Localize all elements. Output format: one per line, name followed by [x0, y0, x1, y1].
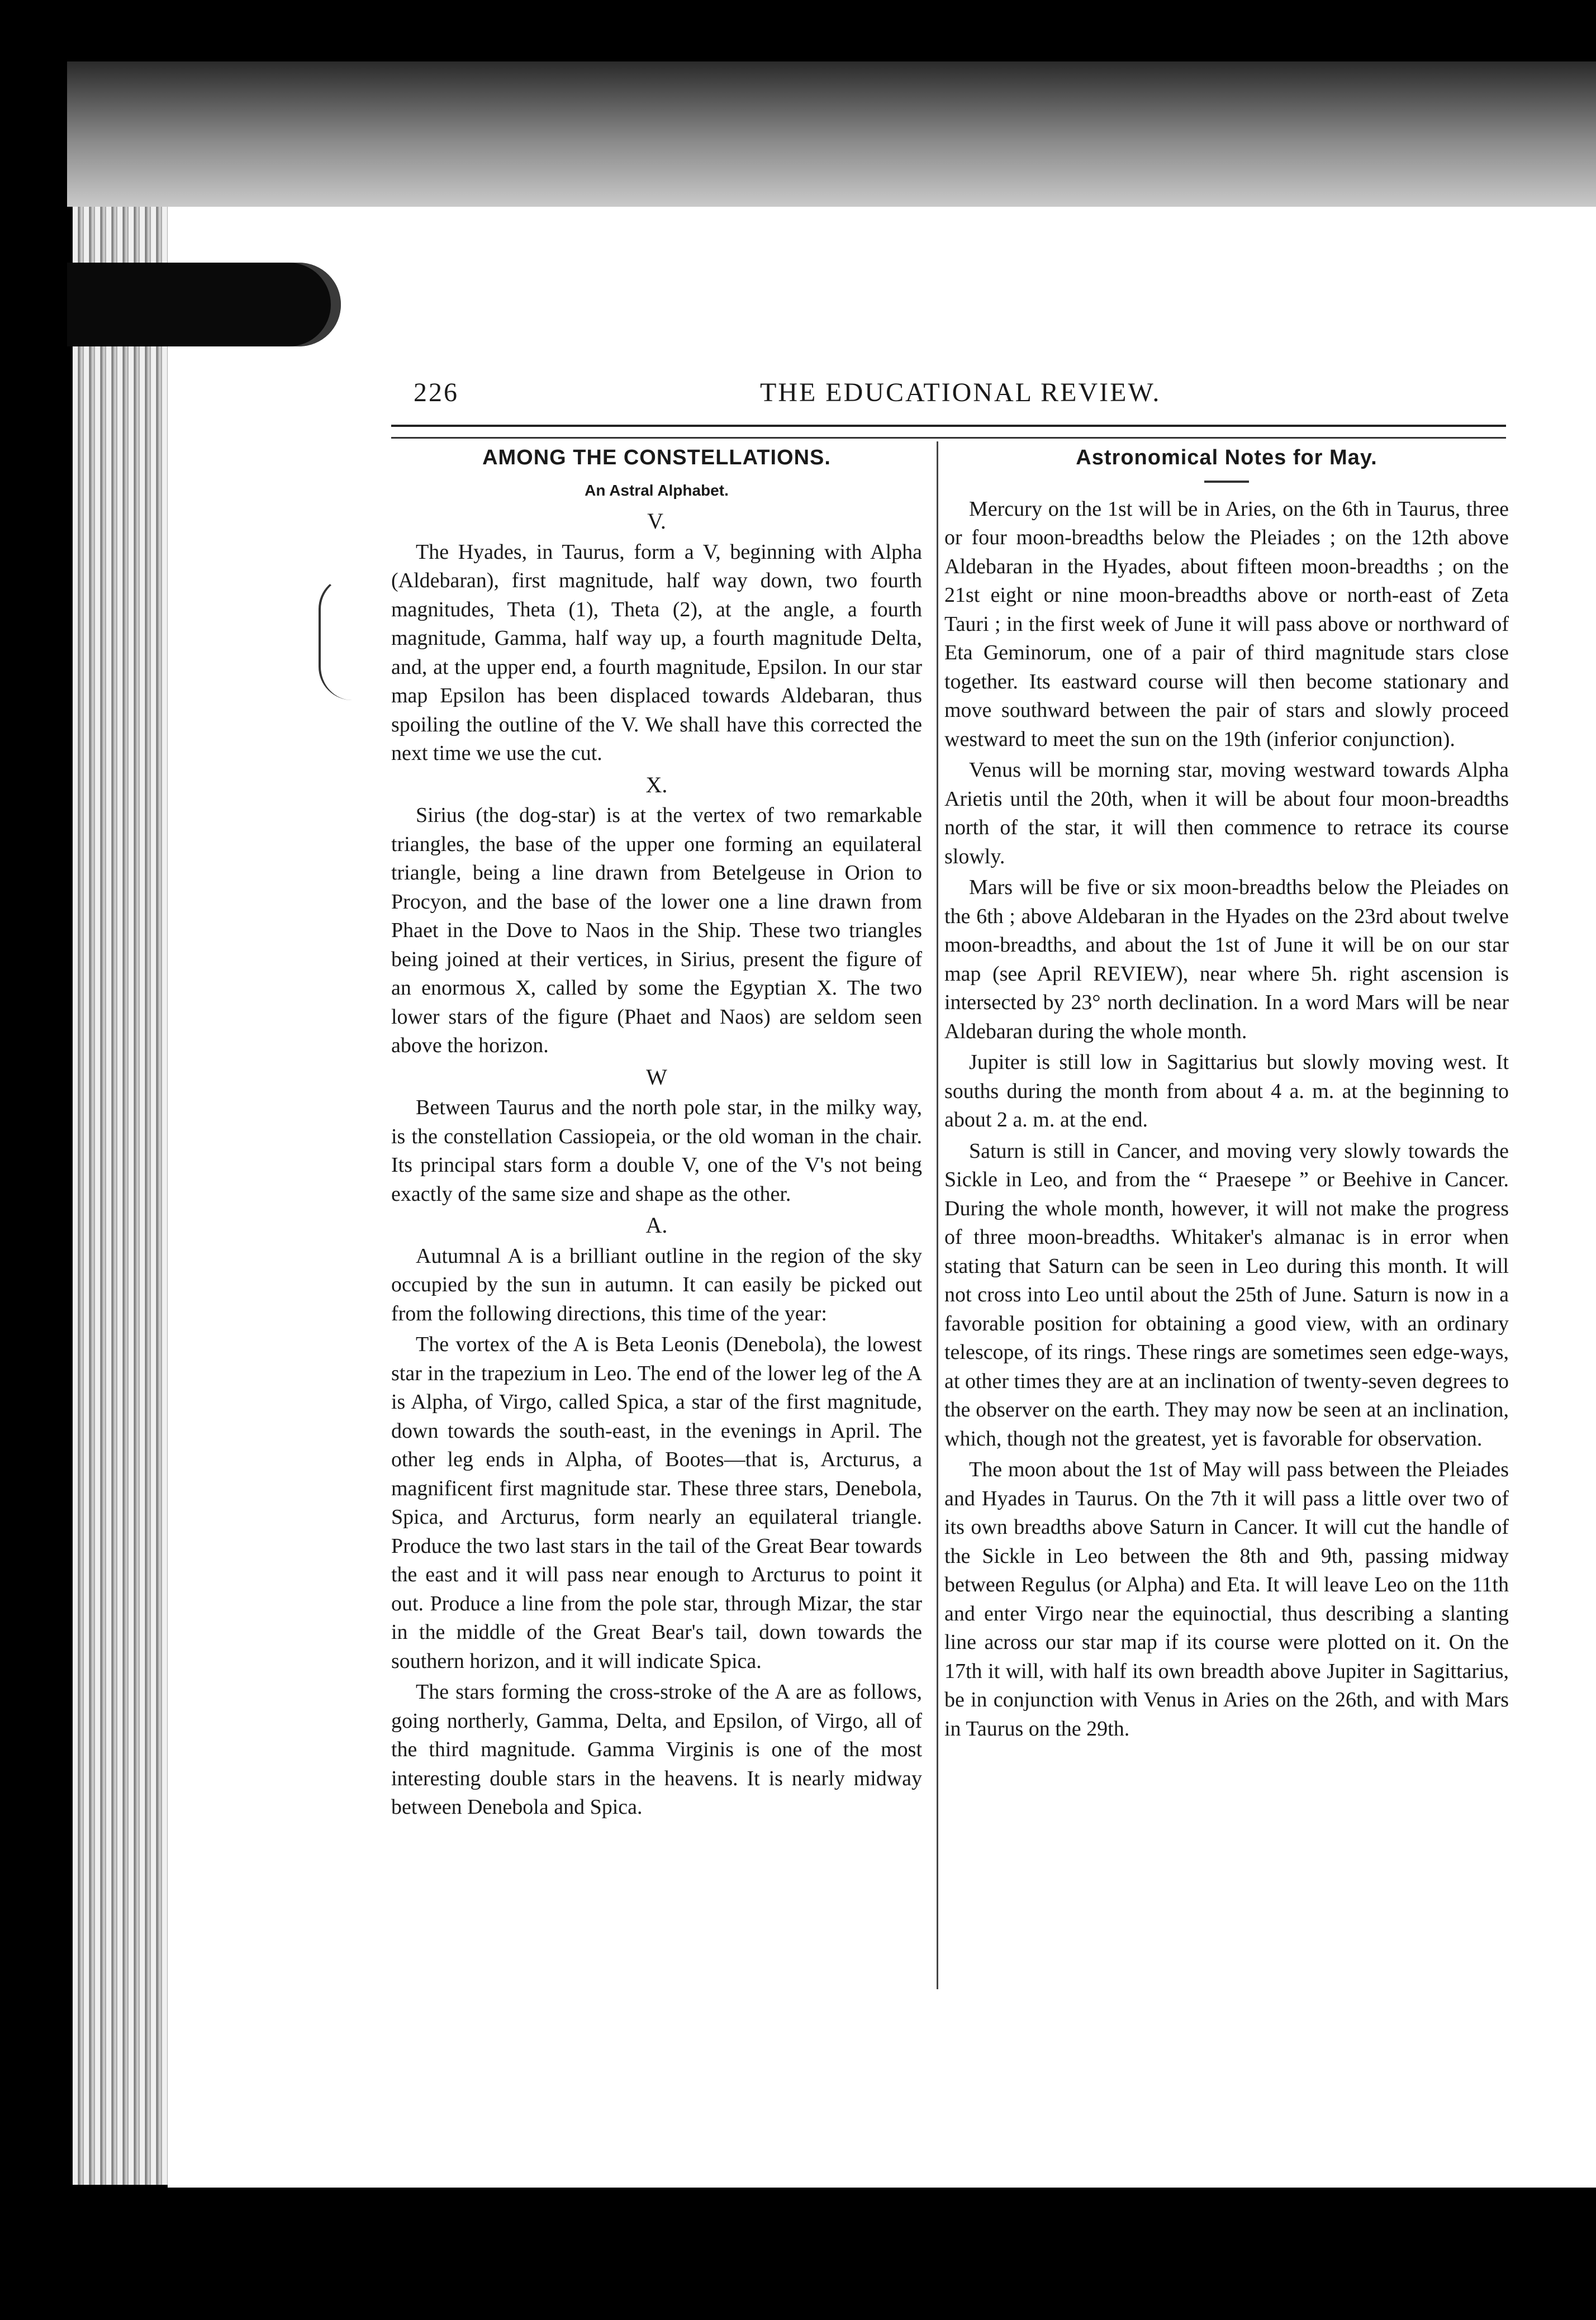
- paragraph: Between Taurus and the north pole star, in the milky way, is the constellation Cassiopeia, or the old woman in the chair. Its principal stars form a double V, one of the V's not being exactly of the same size and shape as the other.: [391, 1096, 922, 1206]
- header-rule: [391, 425, 1506, 439]
- page-number: 226: [414, 378, 459, 407]
- paragraph: The Hyades, in Taurus, form a V, beginning with Alpha (Aldebaran), first magnitude, half way down, two fourth magnitudes, Theta (1), Theta (2), at the angle, a fourth magnitude, Gamma, half way up, a fourth magnitude Delta, and, at the upper end, a fourth magnitude, Epsilon. In our star map Epsilon has been displaced towards Aldebaran, thus spoiling the outline of the V. We shall have this corrected the next time we use the cut.: [391, 540, 922, 765]
- paragraph-mercury: Mercury on the 1st will be in Aries, on the 6th in Taurus, three or four moon-breadths below the Pleiades ; on the 12th above Aldebaran in the Hyades, about fifteen moon-breadths ; on the 21st eight or nine moon-breadths above or north-east of Zeta Tauri ; in the first week of June it will pass above or northward of Eta Geminorum, one of a pair of third magnitude stars close together. Its eastward course will then become stationary and move southward between the pair of stars and slowly proceed westward to meet the sun on the 19th (inferior conjunction).: [944, 497, 1509, 751]
- paragraph: The vortex of the A is Beta Leonis (Denebola), the lowest star in the trapezium in Leo. The end of the lower leg of the A is Alpha, of Virgo, called Spica, a star of the first magnitude, down towards the south-east, in the evenings in April. The other leg ends in Alpha, of Bootes—that is, Arcturus, a magnificent first magnitude star. These three stars, Denebola, Spica, and Arcturus, form nearly an equilateral triangle. Produce the two last stars in the tail of the Great Bear towards the east and it will pass near enough to Arcturus to point it out. Produce a line from the pole star, through Mizar, the star in the middle of the Great Bear's tail, down towards the southern horizon, and it will indicate Spica.: [391, 1333, 922, 1673]
- book-page-edges: [73, 207, 168, 2185]
- section-letter: X.: [645, 772, 668, 797]
- article-heading: AMONG THE CONSTELLATIONS.: [482, 446, 831, 469]
- paragraph-mars: Mars will be five or six moon-breadths below the Pleiades on the 6th ; above Aldebaran in the Hyades on the 23rd about twelve moon-breadths, and about the 1st of June it will be on our star map (see April REVIEW), near where 5h. right ascension is intersected by 23° north declination. In a word Mars will be near Aldebaran during the whole month.: [944, 876, 1509, 1043]
- section-letter: W: [646, 1064, 667, 1090]
- paragraph-moon: The moon about the 1st of May will pass between the Pleiades and Hyades in Taurus. On the 7th it will pass a little over two of its own breadths above Saturn in Cancer. It will cut the handle of the Sickle in Leo between the 8th and 9th, passing midway between Regulus (or Alpha) and Eta. It will leave Leo on the 11th and enter Virgo near the equinoctial, thus describing a slanting line across our star map if its course were plotted on it. On the 17th it will, with half its own breadth above Jupiter in Sagittarius, be in conjunction with Venus in Aries on the 26th, and with Mars in Taurus on the 29th.: [944, 1458, 1509, 1741]
- paragraph-venus: Venus will be morning star, moving westward towards Alpha Arietis until the 20th, when it will be about four moon-breadths north of the star, it will then commence to retrace its course slowly.: [944, 758, 1509, 868]
- journal-title: THE EDUCATIONAL REVIEW.: [760, 378, 1161, 407]
- paragraph-jupiter: Jupiter is still low in Sagittarius but slowly moving west. It souths during the month from about 4 a. m. at the beginning to about 2 a. m. at the end.: [944, 1050, 1509, 1132]
- left-column: [391, 441, 922, 1824]
- pencil-margin-mark: [319, 576, 371, 700]
- heading-rule: [1204, 481, 1249, 483]
- article-subheading: An Astral Alphabet.: [585, 481, 729, 499]
- section-letter: V.: [647, 508, 666, 534]
- paragraph: Autumnal A is a brilliant outline in the region of the sky occupied by the sun in autumn. It can easily be picked out from the following directions, this time of the year:: [391, 1244, 922, 1325]
- binder-clip: [67, 263, 341, 346]
- column-divider: [937, 441, 938, 1989]
- section-letter: A.: [645, 1213, 668, 1238]
- paragraph: Sirius (the dog-star) is at the vertex of two remarkable triangles, the base of the upper one forming an equilateral triangle, being a line drawn from Betelgeuse in Orion to Procyon, and the base of the lower one a line drawn from Phaet in the Dove to Naos in the Ship. These two triangles being joined at their vertices, in Sirius, present the figure of an enormous X, called by some the Egyptian X. The two lower stars of the figure (Phaet and Naos) are seldom seen above the horizon.: [391, 804, 922, 1057]
- scan-background-top: [67, 61, 1596, 207]
- paragraph: The stars forming the cross-stroke of the A are as follows, going northerly, Gamma, Delta, and Epsilon, of Virgo, all of the third magnitude. Gamma Virginis is one of the most interesting double stars in the heavens. It is nearly midway between Denebola and Spica.: [391, 1680, 922, 1819]
- running-head: [402, 374, 1509, 413]
- paragraph-saturn: Saturn is still in Cancer, and moving very slowly towards the Sickle in Leo, and from the “ Praesepe ” or Beehive in Cancer. During the whole month, however, it will not make the progress of three moon-breadths. Whitaker's almanac is in error when stating that Saturn can be seen in Leo during this month. It will not cross into Leo until about the 25th of June. Saturn is now in a favorable position for obtaining a good view, with an ordinary telescope, of its rings. These rings are sometimes seen edge-ways, at other times they are at an inclination of twenty-seven degrees to the observer on the earth. They may now be seen at an inclination, which, though not the greatest, yet is favorable for observation.: [944, 1139, 1509, 1451]
- right-column: [944, 441, 1509, 1746]
- notes-heading: Astronomical Notes for May.: [1076, 446, 1378, 469]
